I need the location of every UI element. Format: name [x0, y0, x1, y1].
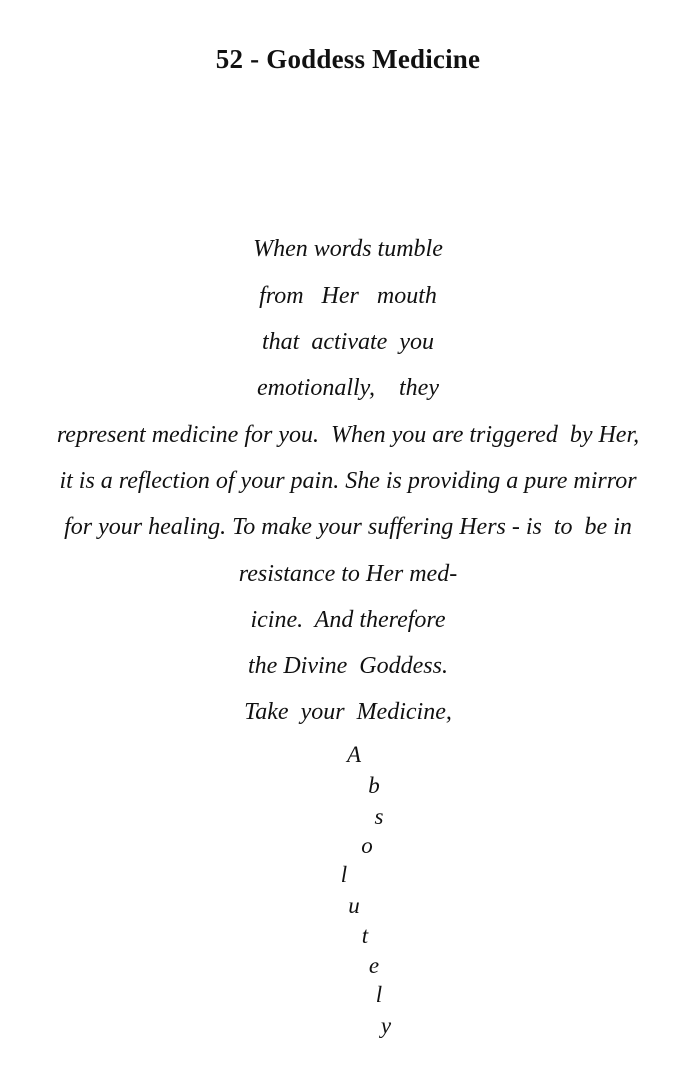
- poem-line: When words tumble: [253, 236, 443, 262]
- page-title: 52 - Goddess Medicine: [215, 44, 481, 74]
- cascade-letter: t: [361, 923, 369, 948]
- poem-line: represent medicine for you. When you are triggered by Her,: [56, 422, 640, 448]
- poem-line: Take your Medicine,: [244, 699, 452, 725]
- cascade-letter: u: [348, 893, 360, 918]
- poem-line: it is a reflection of your pain. She is providing a pure mirror: [59, 468, 637, 494]
- cascade-letter: o: [361, 833, 373, 858]
- poem-line: from Her mouth: [259, 283, 437, 309]
- poem-line: icine. And therefore: [250, 607, 446, 633]
- cascade-letter: b: [368, 773, 380, 798]
- poem-line: that activate you: [262, 329, 434, 355]
- cascade-letter: y: [380, 1013, 392, 1038]
- poem-line: for your healing. To make your suffering Hers - is to be in: [64, 514, 632, 540]
- poem-line: the Divine Goddess.: [248, 653, 448, 679]
- cascade-letter: s: [374, 804, 384, 829]
- poem-line: emotionally, they: [257, 375, 439, 401]
- cascade-letter: A: [346, 742, 362, 767]
- cascade-letter: e: [368, 953, 380, 978]
- cascade-letter: l: [375, 982, 383, 1007]
- cascade-letter: l: [340, 862, 348, 887]
- poem-line: resistance to Her med-: [238, 561, 458, 587]
